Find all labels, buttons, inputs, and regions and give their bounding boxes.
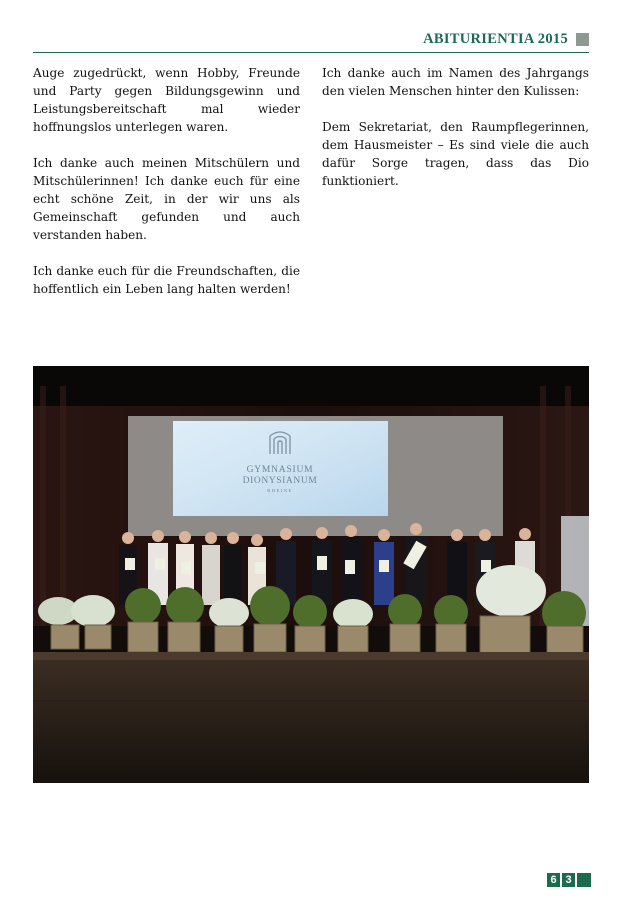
text-column-left bbox=[33, 64, 300, 316]
header-rule bbox=[33, 52, 589, 53]
paragraph: Dem Sekretariat, den Raumpflegerinnen, dem Hausmeister – Es sind viele die auch dafür Sorge tragen, dass das Dio funktioniert. bbox=[322, 120, 589, 188]
screen-text-line2: DIONYSIANUM bbox=[242, 476, 318, 486]
stage-edge bbox=[33, 652, 589, 660]
page-number-end-block bbox=[577, 873, 591, 887]
screen-text-line3: RHEINE bbox=[267, 488, 293, 493]
page-number bbox=[547, 873, 591, 887]
stage-front bbox=[33, 660, 589, 783]
paragraph: Auge zugedrückt, wenn Hobby, Freunde und Party gegen Bildungsgewinn und Leistungsbereitschaft mal wieder hoffnungslos unterlegen waren. bbox=[33, 66, 300, 134]
paragraph: Ich danke euch für die Freundschaften, die hoffentlich ein Leben lang halten werden! bbox=[33, 264, 300, 296]
graduation-stage-photo bbox=[33, 366, 589, 783]
header-square-marker bbox=[576, 33, 589, 46]
paragraph: Ich danke auch meinen Mitschülern und Mitschülerinnen! Ich danke euch für eine echt schöne Zeit, in der wir uns als Gemeinschaft gefunden und auch verstanden haben. bbox=[33, 156, 300, 242]
screen-text-line1: GYMNASIUM bbox=[246, 465, 314, 475]
running-header-title: ABITURIENTIA 2015 bbox=[423, 31, 568, 47]
page-number-digit: 6 bbox=[547, 873, 560, 887]
text-column-right bbox=[322, 64, 589, 208]
paragraph: Ich danke auch im Namen des Jahrgangs den vielen Menschen hinter den Kulissen: bbox=[322, 66, 589, 98]
page-number-digit: 3 bbox=[562, 873, 575, 887]
